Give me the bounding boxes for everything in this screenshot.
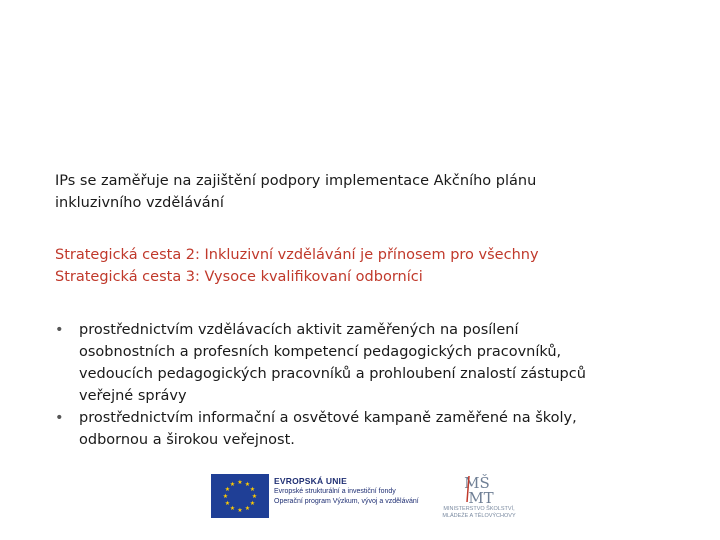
svg-text:★: ★ [224,486,231,493]
svg-text:★: ★ [224,500,231,507]
bullet-line: prostřednictvím vzdělávacích aktivit zaměřených na posílení [79,322,519,338]
strategic-paths [55,244,615,288]
svg-text:★: ★ [237,507,243,514]
eu-text [274,476,444,507]
msmt-caption: MINISTERSTVO ŠKOLSTVÍ, MLÁDEŽE A TĚLOVÝCHOVY [442,506,516,519]
bullet-line: odbornou a širokou veřejnost. [79,432,295,448]
strategic-path-2: Strategická cesta 2: Inkluzivní vzdělávání je přínosem pro všechny [55,247,539,263]
intro-line-2: inkluzivního vzdělávání [55,195,224,211]
svg-text:MŠ: MŠ [464,474,490,492]
bullet-dot-icon: • [55,322,64,338]
eu-title: EVROPSKÁ UNIE [274,476,347,486]
logo-bar [211,468,531,528]
msmt-logo [439,468,519,522]
bullet-line: vedoucích pedagogických pracovníků a prohloubení znalostí zástupců [79,366,586,382]
eu-stars-icon [211,474,269,518]
eu-funds-line: Evropské strukturální a investiční fondy [274,488,396,495]
bullet-line: veřejné správy [79,388,187,404]
bullet-item [55,319,635,407]
bullet-dot-icon: • [55,410,64,426]
svg-text:★: ★ [229,481,236,488]
intro-line-1: IPs se zaměřuje na zajištění podpory implementace Akčního plánu [55,173,537,189]
bullet-line: osobnostních a profesních kompetencí pedagogických pracovníků, [79,344,562,360]
svg-text:★: ★ [222,493,229,500]
strategic-path-3: Strategická cesta 3: Vysoce kvalifikovaní odborníci [55,269,423,285]
svg-text:★: ★ [251,493,258,500]
svg-text:★: ★ [237,479,243,486]
bullet-line: prostřednictvím informační a osvětové kampaně zaměřené na školy, [79,410,577,426]
intro-paragraph [55,170,615,214]
eu-flag-icon [211,474,269,518]
msmt-mark-icon [439,468,519,508]
svg-text:MT: MT [468,489,494,507]
svg-text:★: ★ [244,505,251,512]
svg-text:★: ★ [244,481,251,488]
bullet-list [55,319,635,451]
svg-text:★: ★ [249,500,256,507]
bullet-item [55,407,635,451]
svg-text:★: ★ [229,505,236,512]
svg-text:★: ★ [249,486,256,493]
eu-program-line: Operační program Výzkum, vývoj a vzdělávání [274,498,419,505]
